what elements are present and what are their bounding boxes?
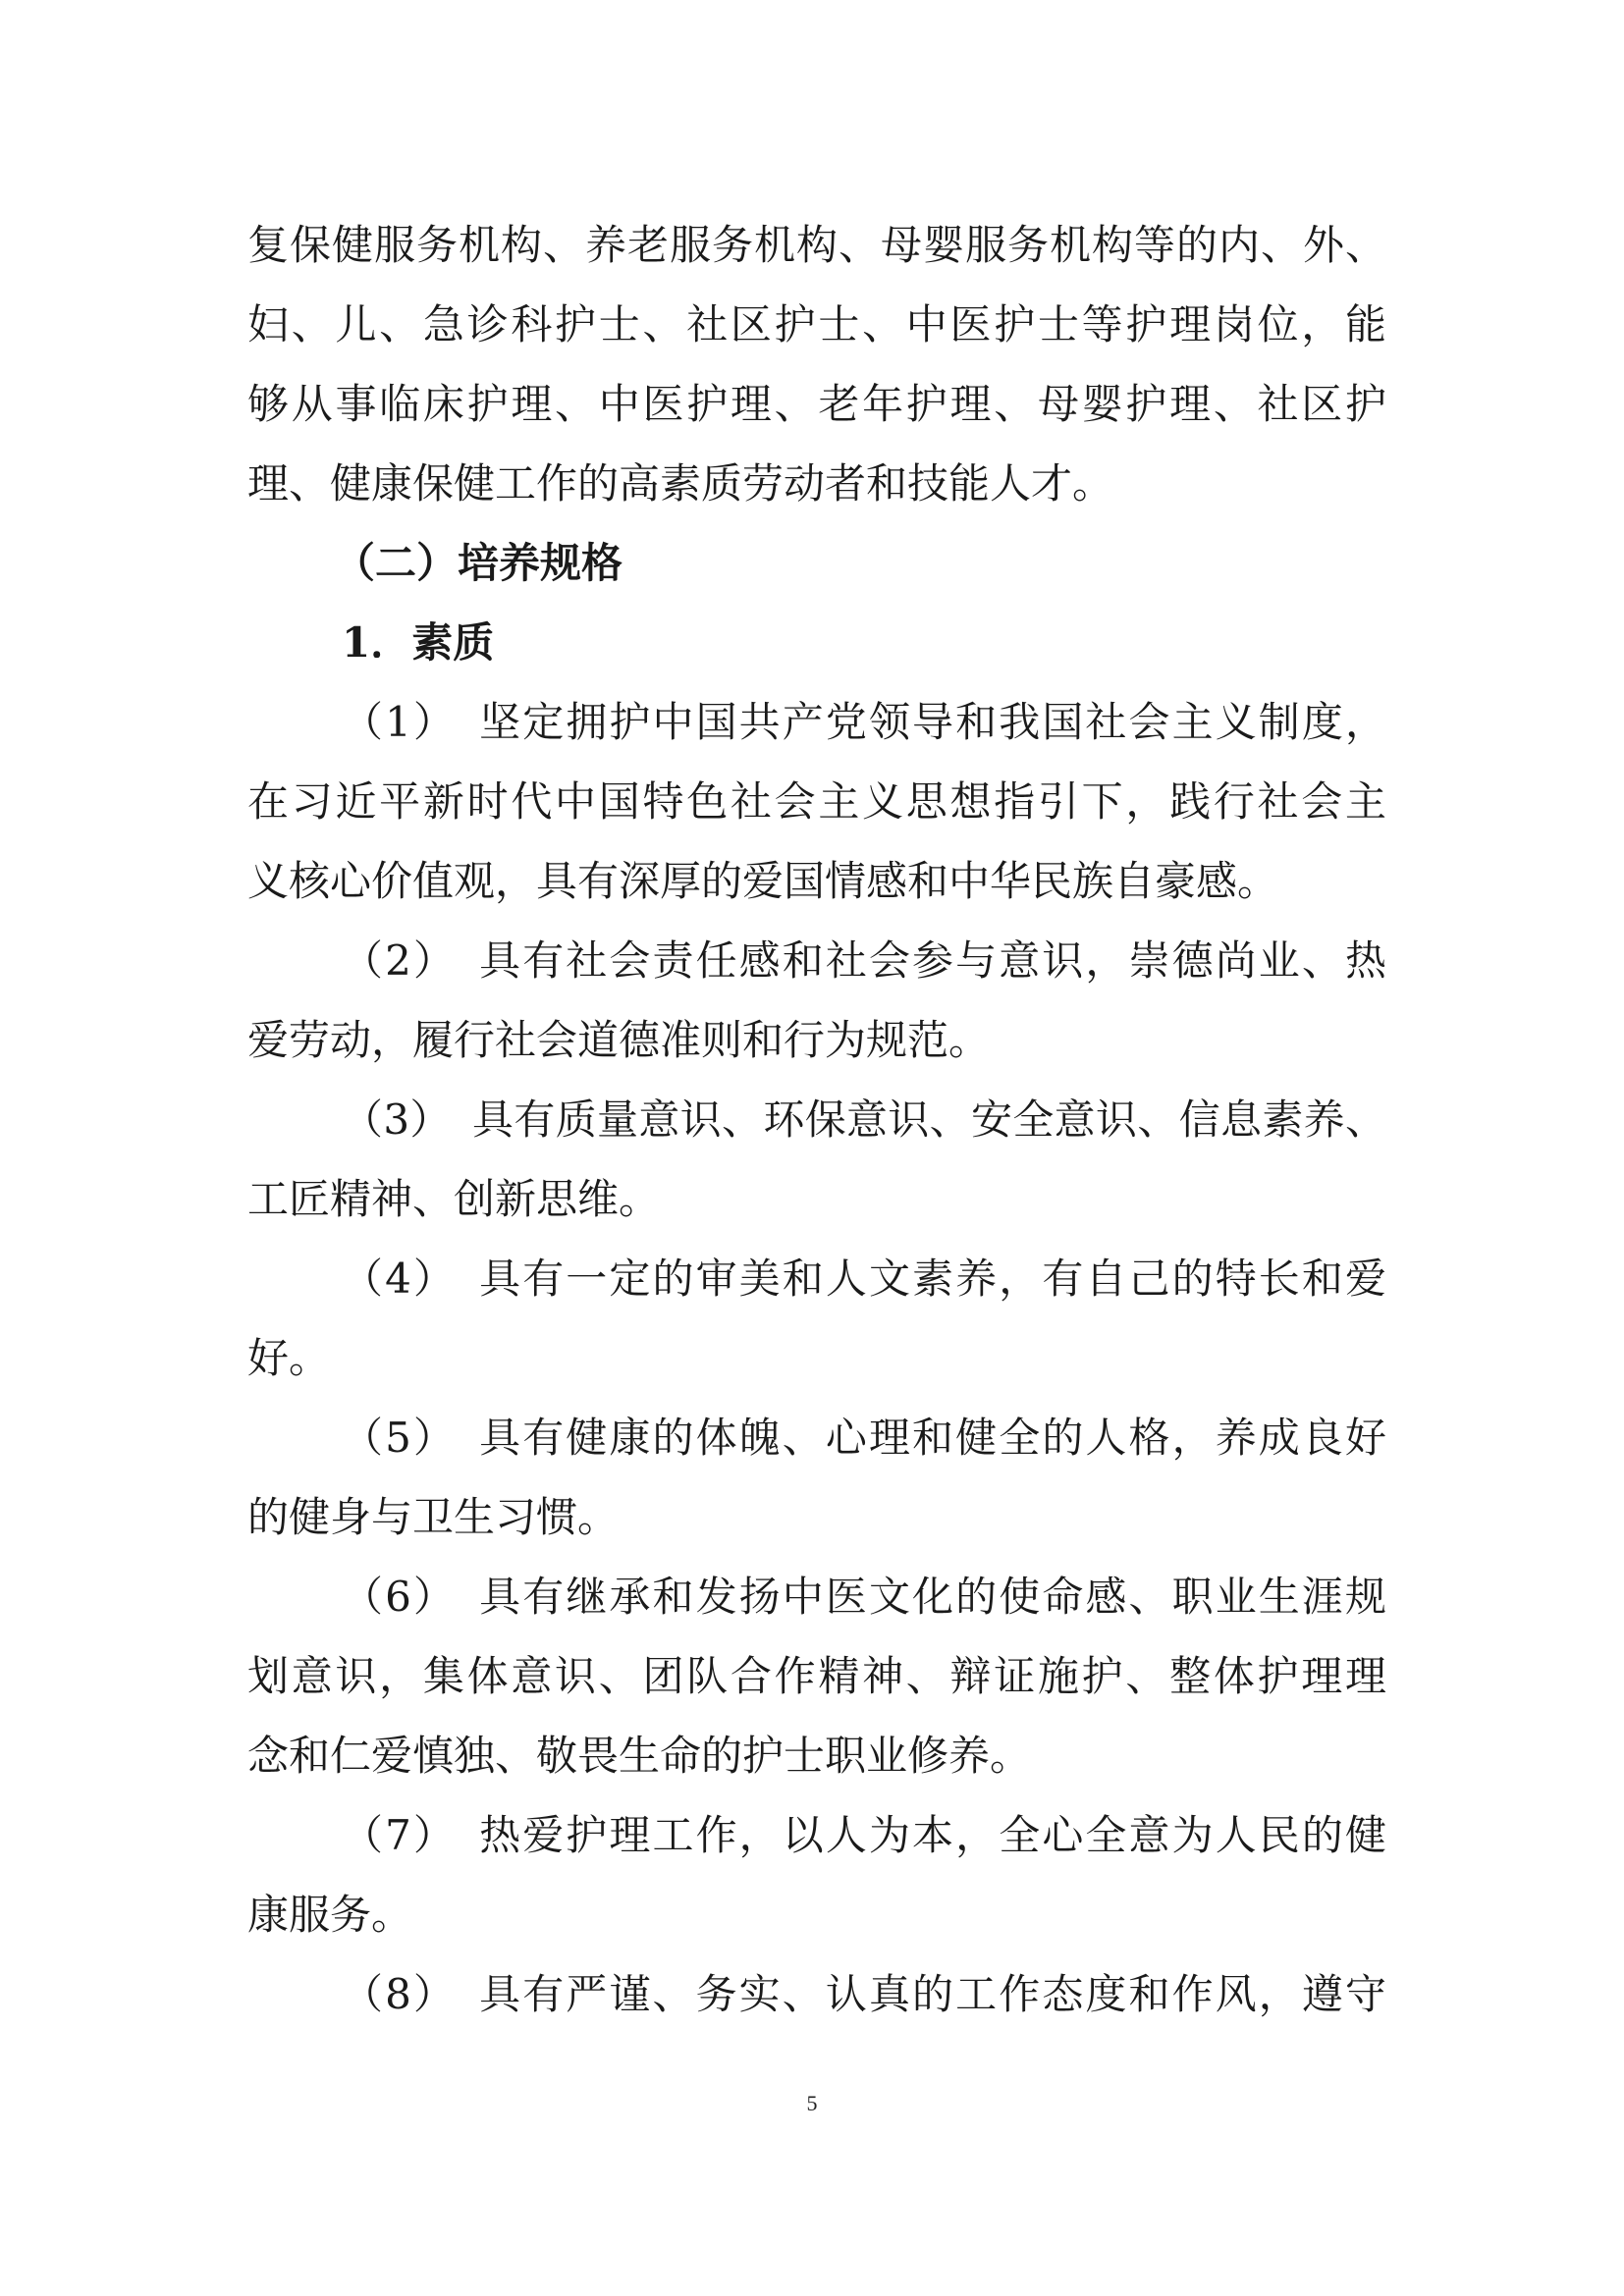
item-6-line: 念和仁爱慎独、敬畏生命的护士职业修养。 [247, 1732, 1032, 1780]
item-1-line: （1） 坚定拥护中国共产党领导和我国社会主义制度， [342, 698, 1386, 746]
section-heading: （二）培养规格 [334, 539, 623, 587]
item-4-line: 好。 [247, 1334, 331, 1382]
item-3-line: （3） 具有质量意识、环保意识、安全意识、信息素养、 [342, 1095, 1386, 1144]
item-7-line: （7） 热爱护理工作，以人为本，全心全意为人民的健 [342, 1811, 1386, 1859]
intro-line: 够从事临床护理、中医护理、老年护理、母婴护理、社区护 [247, 380, 1386, 428]
intro-line: 理、健康保健工作的高素质劳动者和技能人才。 [247, 459, 1114, 507]
item-6-line: （6） 具有继承和发扬中医文化的使命感、职业生涯规 [342, 1573, 1386, 1621]
subsection-heading: 1．素质 [342, 618, 495, 667]
item-1-line: 义核心价值观，具有深厚的爱国情感和中华民族自豪感。 [247, 857, 1279, 905]
item-7-line: 康服务。 [247, 1891, 413, 1939]
item-8-line: （8） 具有严谨、务实、认真的工作态度和作风，遵守 [342, 1970, 1386, 2018]
intro-line: 妇、儿、急诊科护士、社区护士、中医护士等护理岗位，能 [247, 300, 1386, 348]
item-2-line: 爱劳动，履行社会道德准则和行为规范。 [247, 1016, 991, 1064]
item-2-line: （2） 具有社会责任感和社会参与意识，崇德尚业、热 [342, 936, 1386, 985]
item-3-line: 工匠精神、创新思维。 [247, 1175, 661, 1223]
item-5-line: 的健身与卫生习惯。 [247, 1493, 620, 1541]
page-number: 5 [806, 2091, 818, 2115]
item-5-line: （5） 具有健康的体魄、心理和健全的人格，养成良好 [342, 1414, 1386, 1462]
intro-line: 复保健服务机构、养老服务机构、母婴服务机构等的内、外、 [247, 221, 1386, 269]
item-1-line: 在习近平新时代中国特色社会主义思想指引下，践行社会主 [247, 777, 1386, 826]
item-4-line: （4） 具有一定的审美和人文素养，有自己的特长和爱 [342, 1255, 1386, 1303]
item-6-line: 划意识，集体意识、团队合作精神、辩证施护、整体护理理 [247, 1652, 1386, 1700]
